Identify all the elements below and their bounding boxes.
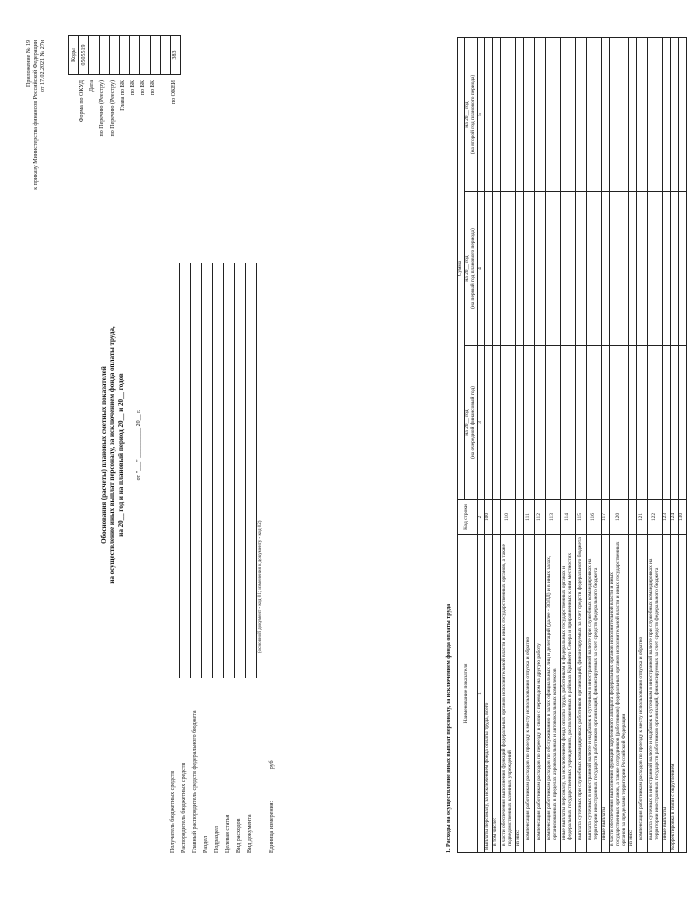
row-value-cell[interactable] xyxy=(545,192,560,346)
unit-row xyxy=(269,263,275,853)
appendix-number: Приложение № 19 xyxy=(26,40,32,87)
unit-label: Единица измерения: xyxy=(269,800,275,853)
row-value-cell[interactable] xyxy=(523,192,534,346)
table-row xyxy=(636,37,647,852)
codes-table xyxy=(68,35,181,75)
appendix-block xyxy=(26,40,47,340)
header-field-label: Вид расходов xyxy=(236,818,242,853)
table-row xyxy=(515,37,523,852)
row-value-cell[interactable] xyxy=(647,346,662,500)
table-row xyxy=(678,37,686,852)
row-value-cell[interactable] xyxy=(678,192,686,346)
header-name: Наименование показателя xyxy=(458,535,478,853)
row-value-cell[interactable] xyxy=(609,346,628,500)
row-value-cell[interactable] xyxy=(523,346,534,500)
codes-row-value xyxy=(130,36,140,75)
row-value-cell[interactable] xyxy=(484,192,492,346)
row-value-cell[interactable] xyxy=(628,37,636,191)
row-name xyxy=(678,535,686,853)
title-line-3: на 20__ год и на плановый период 20__ и 20__ годов xyxy=(116,373,125,537)
row-value-cell[interactable] xyxy=(647,192,662,346)
table-row xyxy=(534,37,545,852)
row-value-cell[interactable] xyxy=(484,346,492,500)
row-value-cell[interactable] xyxy=(636,192,647,346)
row-code: 124 xyxy=(670,500,678,535)
row-value-cell[interactable] xyxy=(500,192,515,346)
row-value-cell[interactable] xyxy=(662,346,670,500)
col-num-2: 2 xyxy=(477,500,484,535)
codes-row-value xyxy=(89,36,99,75)
row-code: 110 xyxy=(500,500,515,535)
row-value-cell[interactable] xyxy=(678,346,686,500)
codes-row-label: по Перечню (Реестру) xyxy=(109,80,116,137)
row-value-cell[interactable] xyxy=(628,192,636,346)
codes-row-label: по ОКЕИ xyxy=(170,80,177,105)
row-value-cell[interactable] xyxy=(575,37,586,191)
table-row xyxy=(484,37,492,852)
row-name: компенсация работникам расходов по переезду в связи с переводом на другую работу xyxy=(534,535,545,853)
row-value-cell[interactable] xyxy=(515,37,523,191)
row-code: 114 xyxy=(560,500,575,535)
codes-row-value xyxy=(150,36,160,75)
row-code: 113 xyxy=(545,500,560,535)
header-fields xyxy=(170,263,275,853)
row-value-cell[interactable] xyxy=(647,37,662,191)
row-name: из них: xyxy=(628,535,636,853)
appendix-order: к приказу Министерства финансов Российской Федерации xyxy=(32,40,39,190)
row-code: 120 xyxy=(609,500,628,535)
header-field xyxy=(236,263,247,853)
codes-row-label: Форма по ОКУД xyxy=(79,80,85,123)
row-name: иные выплаты xyxy=(601,535,609,853)
row-code xyxy=(628,500,636,535)
row-value-cell[interactable] xyxy=(670,37,678,191)
header-field-line xyxy=(212,263,213,678)
header-field xyxy=(203,263,214,853)
header-field-line xyxy=(223,263,224,678)
header-field-line xyxy=(234,263,235,678)
header-field-label: Раздел xyxy=(203,836,209,853)
row-name: выплата суточных при служебных командировках работников организаций, финансируемых за счет средств федерального бюджета xyxy=(575,535,586,853)
row-name: Корректировка в связи с округлением xyxy=(670,535,678,853)
table-row xyxy=(586,37,601,852)
header-field xyxy=(181,263,192,853)
row-value-cell[interactable] xyxy=(500,346,515,500)
row-value-cell[interactable] xyxy=(534,37,545,191)
header-code: Код строки xyxy=(458,500,478,535)
codes-row-label: Глава по БК xyxy=(119,80,126,111)
header-year-3: на 20__ год (на второй год планового периода) xyxy=(464,37,477,191)
col-num-4: 4 xyxy=(477,192,484,346)
row-value-cell[interactable] xyxy=(500,37,515,191)
row-value-cell[interactable] xyxy=(545,37,560,191)
codes-row-label: по БК xyxy=(150,80,157,96)
row-value-cell[interactable] xyxy=(560,37,575,191)
header-sum: Сумма xyxy=(458,37,465,499)
codes-row-value xyxy=(160,36,170,75)
codes-row-value: 383 xyxy=(170,36,180,75)
codes-row-value xyxy=(140,36,150,75)
title-line-2: на осуществление иных выплат персоналу, за исключением фонда оплаты труда, xyxy=(108,326,117,584)
doc-type-note: (основной документ - код 01; изменения к документу - код 02) xyxy=(258,520,263,653)
row-name: иные выплаты персоналу, за исключением фонда оплаты труда, работникам в федеральных государственных органах и федеральных государственных учреждениях, расположенных в районах Крайнего Севера и приравненных к ним местностях xyxy=(560,535,575,853)
header-field-label: Распорядитель бюджетных средств xyxy=(181,762,187,853)
row-value-cell[interactable] xyxy=(670,192,678,346)
header-field xyxy=(214,263,225,853)
row-value-cell[interactable] xyxy=(670,346,678,500)
header-field-line xyxy=(179,263,180,678)
table-row xyxy=(662,37,670,852)
row-code: 100 xyxy=(484,500,492,535)
row-value-cell[interactable] xyxy=(662,37,670,191)
row-code: 122 xyxy=(647,500,662,535)
row-value-cell[interactable] xyxy=(662,192,670,346)
row-value-cell[interactable] xyxy=(586,37,601,191)
row-name: выплата суточных в иностранной валюте и надбавок к суточным в иностранной валюте при служебных командировках на территории иностранных государств работников организаций, финансируемых за счет средств федерального бюджета xyxy=(586,535,601,853)
row-value-cell[interactable] xyxy=(636,37,647,191)
header-field-line xyxy=(190,263,191,678)
row-name: компенсация работникам расходов по проезду к месту использования отпуска и обратно xyxy=(636,535,647,853)
row-value-cell[interactable] xyxy=(601,192,609,346)
row-value-cell[interactable] xyxy=(545,346,560,500)
row-name: иные выплаты xyxy=(662,535,670,853)
codes-row-value xyxy=(99,36,109,75)
row-code: 130 xyxy=(678,500,686,535)
table-row xyxy=(628,37,636,852)
row-name: из них: xyxy=(515,535,523,853)
codes-header: Коды xyxy=(69,36,79,75)
codes-row-label xyxy=(161,80,171,265)
row-value-cell[interactable] xyxy=(560,192,575,346)
header-year-1: на 20__ год (на очередной финансовый год) xyxy=(464,346,477,500)
codes-row-value: 0505519 xyxy=(79,36,89,75)
table-row xyxy=(560,37,575,852)
row-value-cell[interactable] xyxy=(601,346,609,500)
row-code: 112 xyxy=(534,500,545,535)
row-name: в том числе: xyxy=(492,535,500,853)
row-code: 123 xyxy=(662,500,670,535)
table-body xyxy=(484,37,686,852)
codes-row-label: по Перечню (Реестру) xyxy=(99,80,106,137)
row-value-cell[interactable] xyxy=(560,346,575,500)
row-code: 121 xyxy=(636,500,647,535)
row-code: 111 xyxy=(523,500,534,535)
row-value-cell[interactable] xyxy=(484,37,492,191)
row-name: компенсация работникам расходов по обслуживанию в залах официальных лиц и делегаций (далее - ЗОЛД) и в иных залах, организованных в пределах аэровокзальных и автовокзальных комплексов xyxy=(545,535,560,853)
col-num-1: 1 xyxy=(477,535,484,853)
row-value-cell[interactable] xyxy=(586,346,601,500)
row-value-cell[interactable] xyxy=(492,37,500,191)
row-value-cell[interactable] xyxy=(523,37,534,191)
codes-row-value xyxy=(109,36,119,75)
header-field-line xyxy=(245,263,246,678)
header-field-label: Вид документа xyxy=(247,814,253,853)
col-num-5: 5 xyxy=(477,37,484,191)
row-value-cell[interactable] xyxy=(628,346,636,500)
col-num-3: 3 xyxy=(477,346,484,500)
row-value-cell[interactable] xyxy=(492,346,500,500)
main-table xyxy=(457,37,687,853)
row-value-cell[interactable] xyxy=(601,37,609,191)
row-value-cell[interactable] xyxy=(534,346,545,500)
header-field-label: Получатель бюджетных средств xyxy=(170,770,176,853)
table-row xyxy=(647,37,662,852)
header-field xyxy=(247,263,258,853)
row-name: в части обеспечения выполнения функций зарубежного аппарата федеральных органов исполнительной власти и иных государственных органов, а также сотрудников (работников) федеральных органов исполнительной власти и иных государственных органов за пределами территории Российской Федерации xyxy=(609,535,628,853)
row-value-cell[interactable] xyxy=(534,192,545,346)
row-code: 115 xyxy=(575,500,586,535)
header-field-line xyxy=(201,263,202,678)
row-value-cell[interactable] xyxy=(575,192,586,346)
row-value-cell[interactable] xyxy=(636,346,647,500)
header-field xyxy=(225,263,236,853)
table-row xyxy=(523,37,534,852)
row-name: выплата суточных в иностранной валюте и надбавок к суточным в иностранной валюте при служебных командировках на территории иностранных государств работников организаций, финансируемых за счет средств федерального бюджета xyxy=(647,535,662,853)
header-field xyxy=(192,263,203,853)
title-line-1: Обоснования (расчеты) плановых сметных показателей xyxy=(100,366,108,544)
row-value-cell[interactable] xyxy=(609,37,628,191)
row-code xyxy=(515,500,523,535)
table-row xyxy=(545,37,560,852)
row-code: 117 xyxy=(601,500,609,535)
appendix-date: от 17.02.2021 № 27н xyxy=(39,40,46,92)
header-field-label: Главный распорядитель средств федерального бюджета xyxy=(192,710,198,853)
header-field-label: Подраздел xyxy=(214,826,220,853)
header-year-2: на 20__ год (на первый год планового периода) xyxy=(464,192,477,346)
header-field-line xyxy=(256,263,257,678)
unit-value: руб xyxy=(269,760,275,770)
table-row xyxy=(575,37,586,852)
row-name: компенсация работникам расходов по проезду к месту использования отпуска и обратно xyxy=(523,535,534,853)
codes-row-value xyxy=(119,36,129,75)
table-row xyxy=(609,37,628,852)
row-value-cell[interactable] xyxy=(609,192,628,346)
row-code: 116 xyxy=(586,500,601,535)
row-value-cell[interactable] xyxy=(678,37,686,191)
row-value-cell[interactable] xyxy=(586,192,601,346)
codes-row-label: Дата xyxy=(89,80,96,92)
row-value-cell[interactable] xyxy=(515,346,523,500)
codes-row-label: по БК xyxy=(129,80,136,96)
row-value-cell[interactable] xyxy=(515,192,523,346)
row-name: в части обеспечения выполнения функций федеральных органов исполнительной власти и иных государственных органов, а также подведомственных казенных учреждений xyxy=(500,535,515,853)
row-value-cell[interactable] xyxy=(492,192,500,346)
row-code xyxy=(492,500,500,535)
header-field xyxy=(170,263,181,853)
row-value-cell[interactable] xyxy=(575,346,586,500)
codes-labels xyxy=(68,80,181,265)
table-row xyxy=(670,37,678,852)
codes-row-label: по БК xyxy=(140,80,147,96)
section-title: 1. Расходы на осуществление иных выплат персоналу, за исключением фонда оплаты труда xyxy=(446,603,452,853)
row-name: Выплаты персоналу, за исключением фонда оплаты труда, всего xyxy=(484,535,492,853)
table-row xyxy=(500,37,515,852)
header-field-label: Целевая статья xyxy=(225,814,231,853)
table-row xyxy=(492,37,500,852)
document-date-line: от "___" __________ 20__ г. xyxy=(136,409,142,481)
